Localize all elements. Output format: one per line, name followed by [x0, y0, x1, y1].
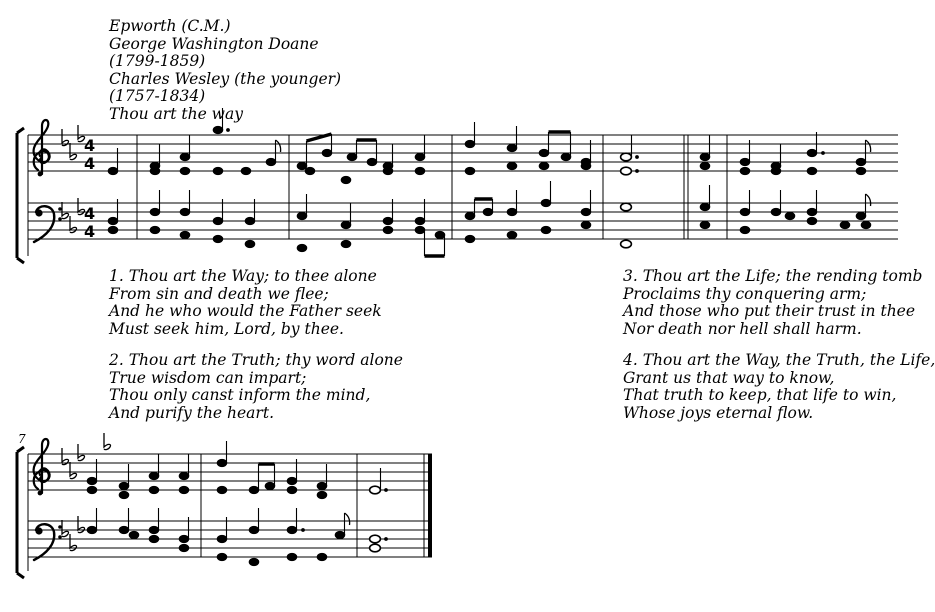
verse-2 [109, 352, 403, 422]
verse-line: From sin and death we flee; [109, 284, 329, 303]
tune-name: Epworth (C.M.) [109, 17, 231, 35]
verse-line: Grant us that way to know, [623, 368, 835, 387]
treble-notes-2 [87, 433, 387, 499]
author-name: George Washington Doane [109, 34, 319, 53]
verse-line: Whose joys eternal flow. [623, 403, 814, 422]
verse-line: True wisdom can impart; [109, 368, 307, 387]
verse-1 [109, 268, 382, 338]
system-2 [17, 433, 432, 578]
treble-notes-1 [108, 104, 870, 184]
verse-line: And he who would the Father seek [109, 302, 382, 321]
verse-line: 4. Thou art the Way, the Truth, the Life, [623, 351, 935, 369]
verse-line: Nor death nor hell shall harm. [623, 319, 862, 338]
time-signature-bottom: 4 [84, 154, 96, 173]
time-signature-bottom-bass: 4 [84, 222, 96, 241]
author-dates: (1799-1859) [109, 52, 206, 71]
verse-line: And those who put their trust in thee [623, 302, 916, 321]
time-signature-top: 4 [84, 136, 96, 155]
time-signature-top-bass: 4 [84, 204, 96, 223]
treble-clef-icon [34, 120, 50, 176]
verse-3 [623, 268, 922, 338]
bass-staff-1 [28, 203, 898, 239]
verse-line: 1. Thou art the Way; to thee alone [109, 267, 377, 285]
composer-dates: (1757-1834) [109, 87, 206, 106]
composer-name: Charles Wesley (the younger) [109, 69, 342, 88]
verse-line: That truth to keep, that life to win, [623, 386, 897, 405]
verse-line: 2. Thou art the Truth; thy word alone [109, 351, 403, 369]
bass-notes-1 [108, 181, 871, 256]
treble-clef-icon-2 [34, 439, 50, 495]
first-line: Thou art the way [109, 104, 243, 123]
verse-4 [623, 352, 935, 422]
verse-line: Proclaims thy conquering arm; [623, 284, 867, 303]
measure-number: 7 [18, 432, 26, 446]
verse-line: And purify the heart. [109, 403, 274, 422]
system-1 [17, 104, 898, 263]
verse-line: Thou only canst inform the mind, [109, 386, 371, 405]
treble-staff-2 [28, 454, 432, 490]
verse-line: Must seek him, Lord, by thee. [109, 319, 344, 338]
verse-line: 3. Thou art the Life; the rending tomb [623, 267, 923, 285]
